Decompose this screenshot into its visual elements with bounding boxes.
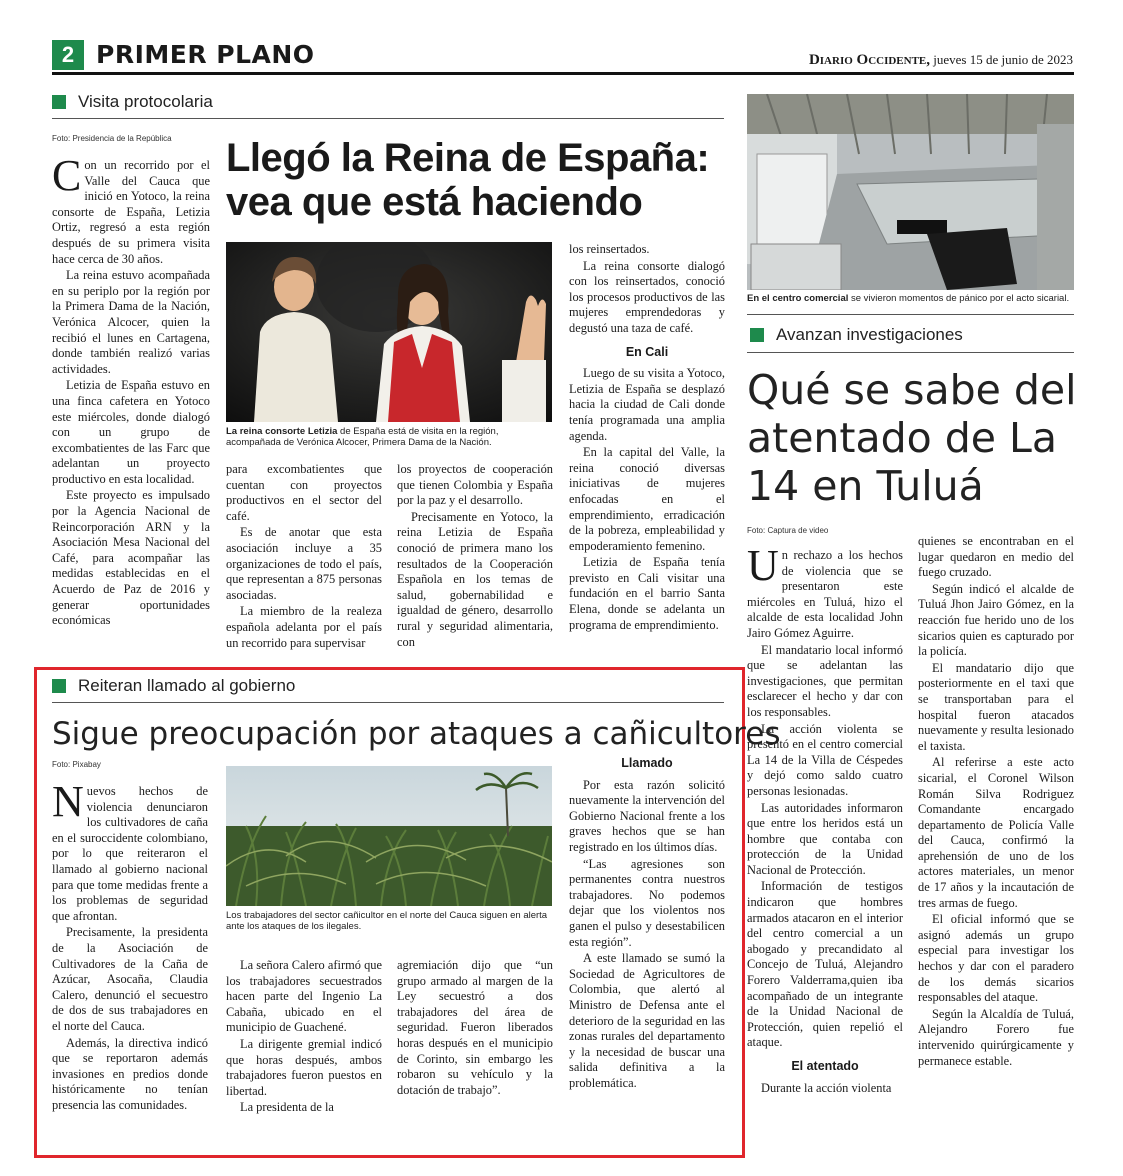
drop-cap: N (52, 777, 84, 826)
paragraph: Información de testigos indicaron que hombres armados atacaron en el interior del centro comercial a un abogado y precandidato al Concejo de Tuluá, Alejandro Forero Valderrama,quien iba acompañado de un integrante de la Unidad Nacional de Protección, quien repelió el ataque. (747, 879, 903, 1050)
kicker-rule (52, 118, 724, 119)
paragraph: Además, la directiva indicó que se reportaron además invasiones en predios donde históricamente no tenían presencia las comunidades. (52, 1035, 208, 1112)
drop-cap: C (52, 151, 82, 200)
mall-photo-illustration (747, 94, 1074, 290)
paragraph: n rechazo a los hechos de violencia que se presentaron este miércoles en Tuluá, hizo el alcalde de esta localidad John Jairo Gómez Aguirre. (747, 548, 903, 640)
paragraph: La dirigente gremial indicó que horas después, ambos trabajadores fueron puestos en libertad. (226, 1036, 382, 1098)
paragraph: quienes se encontraban en el lugar quedaron en medio del fuego cruzado. (918, 534, 1074, 580)
tulua-column-2 (918, 534, 1074, 1070)
caption-text: de España está de visita en la región, acompañada de Verónica Alcocer, Primera Dama de la Nación. (226, 426, 499, 448)
sugarcane-photo (226, 766, 552, 906)
paragraph: “Las agresiones son permanentes contra nuestros trabajadores. No podemos dejar que los violentos nos ganen el pulso y desestabilicen esta región”. (569, 856, 725, 949)
paragraph: Las autoridades informaron que entre los heridos está un hombre que contaba con protección de la Unidad Nacional de Protección. (747, 800, 903, 877)
cane-column-1 (52, 777, 208, 1114)
queen-kicker (52, 92, 213, 112)
drop-cap: U (747, 541, 779, 590)
caption-text: se vivieron momentos de pánico por el acto sicarial. (848, 293, 1070, 304)
cane-kicker (52, 676, 295, 696)
sugarcane-photo-caption: Los trabajadores del sector cañicultor en el norte del Cauca siguen en alerta ante los ataques de los ilegales. (226, 910, 548, 932)
paragraph: Al referirse a este acto sicarial, el Coronel Wilson Román Silva Rodriguez Comandante encargado departamento de Policía Valle del Cauca, confirmó la aprehensión de uno de los actores materiales, un menor de 17 años y la incautación de tres armas de fuego. (918, 755, 1074, 910)
queen-column-4 (569, 242, 725, 634)
paragraph: Es de anotar que esta asociación incluye a 35 organizaciones de todo el país, que representan a 875 personas asociadas. (226, 525, 382, 602)
queen-photo (226, 242, 552, 422)
paragraph: La acción violenta se presentó en el centro comercial La 14 de la Villa de Céspedes y dejó como saldo cuatro personas lesionadas. (747, 721, 903, 798)
queen-column-2 (226, 462, 382, 652)
cane-headline: Sigue preocupación por ataques a cañicultores (52, 716, 781, 752)
paragraph: Según indicó el alcalde de Tuluá Jhon Jairo Gómez, en la reacción fue herido uno de los sicarios quien es capturado por la policía. (918, 581, 1074, 659)
kicker-label: Reiteran llamado al gobierno (78, 676, 296, 695)
paragraph: El oficial informó que se asignó además un grupo especial para investigar los hechos y dar con el paradero de los demás sicarios responsables del ataque. (918, 912, 1074, 1005)
queen-headline: Llegó la Reina de España: vea que está haciendo (226, 136, 710, 224)
photo-credit: Foto: Presidencia de la República (52, 134, 172, 143)
paragraph: uevos hechos de violencia denunciaron los cultivadores de caña en el suroccidente colombiano, por lo que reiteraron el llamado al gobierno nacional para que tome medidas frente a los problemas de seguridad que afrontan. (52, 784, 208, 923)
kicker-rule (747, 352, 1074, 353)
paragraph: La reina estuvo acompañada en su periplo por la región por la Primera Dama de la Nación, Verónica Alcocer, quien la recibió el lunes en Cartagena, donde también realizó varias actividades. (52, 268, 210, 376)
tulua-column-1 (747, 541, 903, 1097)
kicker-square-icon (52, 679, 66, 693)
section-rule (747, 314, 1074, 315)
paragraph: para excombatientes que cuentan con proyectos productivos en el sector del café. (226, 462, 382, 523)
paragraph: La señora Calero afirmó que los trabajadores secuestrados hacen parte del Ingenio La Cabaña, ubicado en el municipio de Guachené. (226, 958, 382, 1035)
kicker-rule (52, 702, 724, 703)
queen-column-3 (397, 462, 553, 651)
kicker-square-icon (52, 95, 66, 109)
kicker-label: Avanzan investigaciones (776, 325, 963, 344)
paragraph: Precisamente en Yotoco, la reina Letizia de España conoció de primera mano los resultados de la Cooperación Española en los temas de salud, gobernabilidad e igualdad de género, desarrollo rural y seguridad alimentaria, con (397, 509, 553, 649)
queen-column-1 (52, 151, 210, 630)
paragraph: El mandatario local informó que se adelantan las investigaciones, que permitan esclarecer el hecho y dar con los responsables. (747, 642, 903, 719)
paragraph: En la capital del Valle, la reina conoció diversas iniciativas de mujeres enfocadas en el emprendimiento, erradicación de la pobreza, empleabilidad y empoderamiento femenino. (569, 445, 725, 553)
paragraph: Precisamente, la presidenta de la Asociación de Cultivadores de la Caña de Azúcar, Asocaña, Claudia Calero, denunció el secuestro de dos de sus trabajadores en el norte del Cauca. (52, 925, 208, 1033)
photo-credit: Foto: Pixabay (52, 760, 101, 769)
tulua-kicker (750, 325, 963, 345)
kicker-label: Visita protocolaria (78, 92, 213, 111)
queen-photo-illustration (226, 242, 552, 422)
photo-credit: Foto: Captura de video (747, 526, 829, 535)
kicker-square-icon (750, 328, 764, 342)
subhead-en-cali: En Cali (625, 344, 669, 359)
cane-column-4 (569, 756, 725, 1092)
newspaper-name: Diario Occidente, (808, 52, 931, 68)
subhead-llamado: Llamado (621, 756, 673, 770)
issue-date: jueves 15 de junio de 2023 (930, 52, 1073, 67)
paragraph: Este proyecto es impulsado por la Agencia Nacional de Reincorporación ARN y la Asociación Mesa Nacional del Café, para acompañar las medidas establecidas en el Acuerdo de Paz de 2016 y generar oportunidades económicas (52, 488, 210, 628)
queen-photo-caption (226, 426, 554, 448)
paragraph: Luego de su visita a Yotoco, Letizia de España se desplazó hacia la ciudad de Cali donde tenía programada una amplia agenda. (569, 366, 725, 443)
paragraph: La miembro de la realeza española adelanta por el país un recorrido para supervisar (226, 604, 382, 650)
caption-bold: La reina consorte Letizia (226, 426, 338, 437)
paragraph: Según la Alcaldía de Tuluá, Alejandro Forero fue intervenido quirúrgicamente y permanece estable. (918, 1006, 1074, 1068)
cane-column-3 (397, 958, 553, 1099)
paragraph: los reinsertados. (569, 242, 650, 256)
paragraph: La presidenta de la (240, 1100, 334, 1115)
section-title: PRIMER PLANO (96, 40, 315, 69)
paragraph: Por esta razón solicitó nuevamente la intervención del Gobierno Nacional frente a los graves hechos que se han registrado en los últimos días. (569, 777, 725, 854)
paragraph: agremiación dijo que “un grupo armado al margen de la Ley secuestró a dos trabajadores del área de seguridad. Fueron liberados horas después en el municipio de Corinto, sin embargo les robaron su vehículo y la dotación de trabajo”. (397, 958, 553, 1097)
header-rule (52, 72, 1074, 75)
paragraph: Letizia de España estuvo en una finca cafetera en Yotoco este miércoles, donde dialogó con un grupo de excombatientes de las Farc que adelantan un proyecto productivo en esta localidad. (52, 378, 210, 486)
paragraph: los proyectos de cooperación que tienen Colombia y España por la paz y el desarrollo. (397, 462, 553, 508)
subhead-el-atentado: El atentado (791, 1059, 859, 1073)
paragraph: Letizia de España tenía previsto en Cali visitar una fundación en el barrio Santa Elena, donde se adelanta un programa de emprendimiento. (569, 555, 725, 632)
paragraph: on un recorrido por el Valle del Cauca que inició en Yotoco, la reina consorte de España, Letizia Ortiz, regresó a esta región después de su primera visita hace cerca de 30 años. (52, 158, 210, 266)
tulua-headline: Qué se sabe del atentado de La 14 en Tuluá (747, 366, 1077, 510)
mall-photo-caption (747, 293, 1077, 304)
masthead (809, 52, 1073, 69)
sugarcane-photo-illustration (226, 766, 552, 906)
cane-column-2 (226, 958, 382, 1117)
paragraph: La reina consorte dialogó con los reinsertados, conoció los procesos productivos de las mujeres emprendedoras y degustó una taza de café. (569, 258, 725, 335)
paragraph: A este llamado se sumó la Sociedad de Agricultores de Colombia, que alertó al Ministro de Defensa ante el deterioro de la seguridad en las zonas rurales del departamento y la necesidad de buscar una salida definitiva a la problemática. (569, 951, 725, 1090)
paragraph: Durante la acción violenta (761, 1080, 892, 1095)
page-number: 2 (52, 40, 84, 70)
mall-photo (747, 94, 1074, 290)
caption-bold: En el centro comercial (747, 293, 849, 304)
paragraph: El mandatario dijo que posteriormente en el taxi que se transportaban para el hospital fueron atacados nuevamente y resulta lesionado el taxista. (918, 660, 1074, 753)
